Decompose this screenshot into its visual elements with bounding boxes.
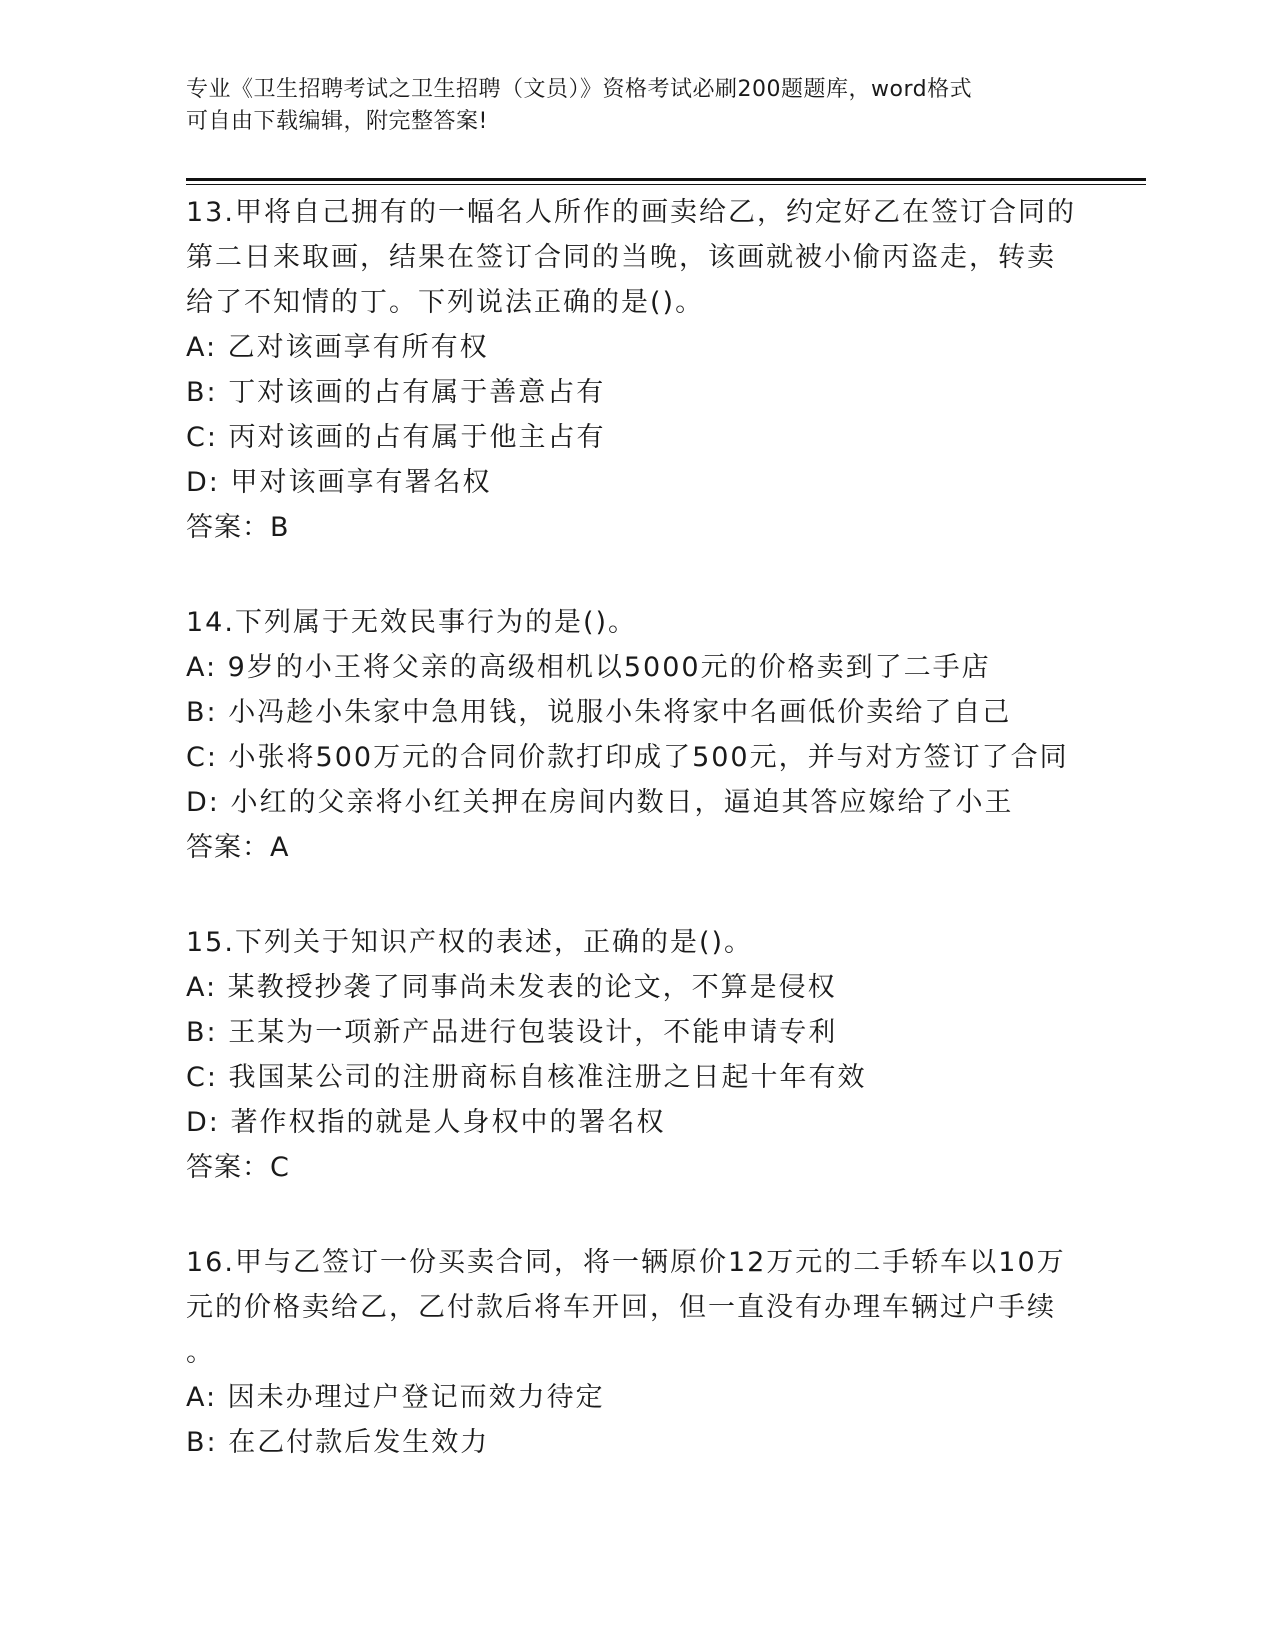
option-b: B: 丁对该画的占有属于善意占有	[186, 377, 606, 408]
question-13	[186, 190, 1086, 550]
option-b: B: 王某为一项新产品进行包装设计，不能申请专利	[186, 1017, 838, 1048]
question-stem-line: 14.下列属于无效民事行为的是()。	[186, 607, 638, 638]
option-b: B: 小冯趁小朱家中急用钱，说服小朱将家中名画低价卖给了自己	[186, 697, 1012, 728]
question-stem-line: 第二日来取画，结果在签订合同的当晚，该画就被小偷丙盗走，转卖	[186, 242, 1056, 273]
option-a: A: 某教授抄袭了同事尚未发表的论文，不算是侵权	[186, 972, 837, 1003]
option-c: C: 小张将500万元的合同价款打印成了500元，并与对方签订了合同	[186, 742, 1069, 773]
question-list	[186, 190, 1086, 1465]
question-14	[186, 600, 1086, 870]
question-stem-line: 16.甲与乙签订一份买卖合同，将一辆原价12万元的二手轿车以10万	[186, 1247, 1066, 1278]
header-rule-thin	[186, 184, 1146, 185]
question-stem-line: 15.下列关于知识产权的表述，正确的是()。	[186, 927, 754, 958]
option-a: A: 9岁的小王将父亲的高级相机以5000元的价格卖到了二手店	[186, 652, 991, 683]
spacer	[186, 870, 1086, 920]
question-stem-line: 13.甲将自己拥有的一幅名人所作的画卖给乙，约定好乙在签订合同的	[186, 197, 1076, 228]
answer-line: 答案：A	[186, 832, 290, 863]
option-c: C: 我国某公司的注册商标自核准注册之日起十年有效	[186, 1062, 867, 1093]
question-stem-line: 。	[186, 1337, 215, 1368]
answer-line: 答案：C	[186, 1152, 290, 1183]
option-d: D: 小红的父亲将小红关押在房间内数日，逼迫其答应嫁给了小王	[186, 787, 1014, 818]
answer-line: 答案：B	[186, 512, 290, 543]
question-16	[186, 1240, 1086, 1465]
document-header	[186, 74, 1086, 138]
header-line-1: 专业《卫生招聘考试之卫生招聘（文员）》资格考试必刷200题题库，word格式	[186, 77, 973, 102]
spacer	[186, 550, 1086, 600]
question-stem-line: 元的价格卖给乙，乙付款后将车开回，但一直没有办理车辆过户手续	[186, 1292, 1056, 1323]
option-d: D: 著作权指的就是人身权中的署名权	[186, 1107, 666, 1138]
question-stem-line: 给了不知情的丁。下列说法正确的是()。	[186, 287, 705, 318]
header-rule-thick	[186, 178, 1146, 181]
question-15	[186, 920, 1086, 1190]
header-line-2: 可自由下载编辑，附完整答案!	[186, 109, 488, 134]
option-b: B: 在乙付款后发生效力	[186, 1427, 490, 1458]
spacer	[186, 1190, 1086, 1240]
option-a: A: 因未办理过户登记而效力待定	[186, 1382, 605, 1413]
option-d: D: 甲对该画享有署名权	[186, 467, 492, 498]
option-c: C: 丙对该画的占有属于他主占有	[186, 422, 606, 453]
option-a: A: 乙对该画享有所有权	[186, 332, 489, 363]
